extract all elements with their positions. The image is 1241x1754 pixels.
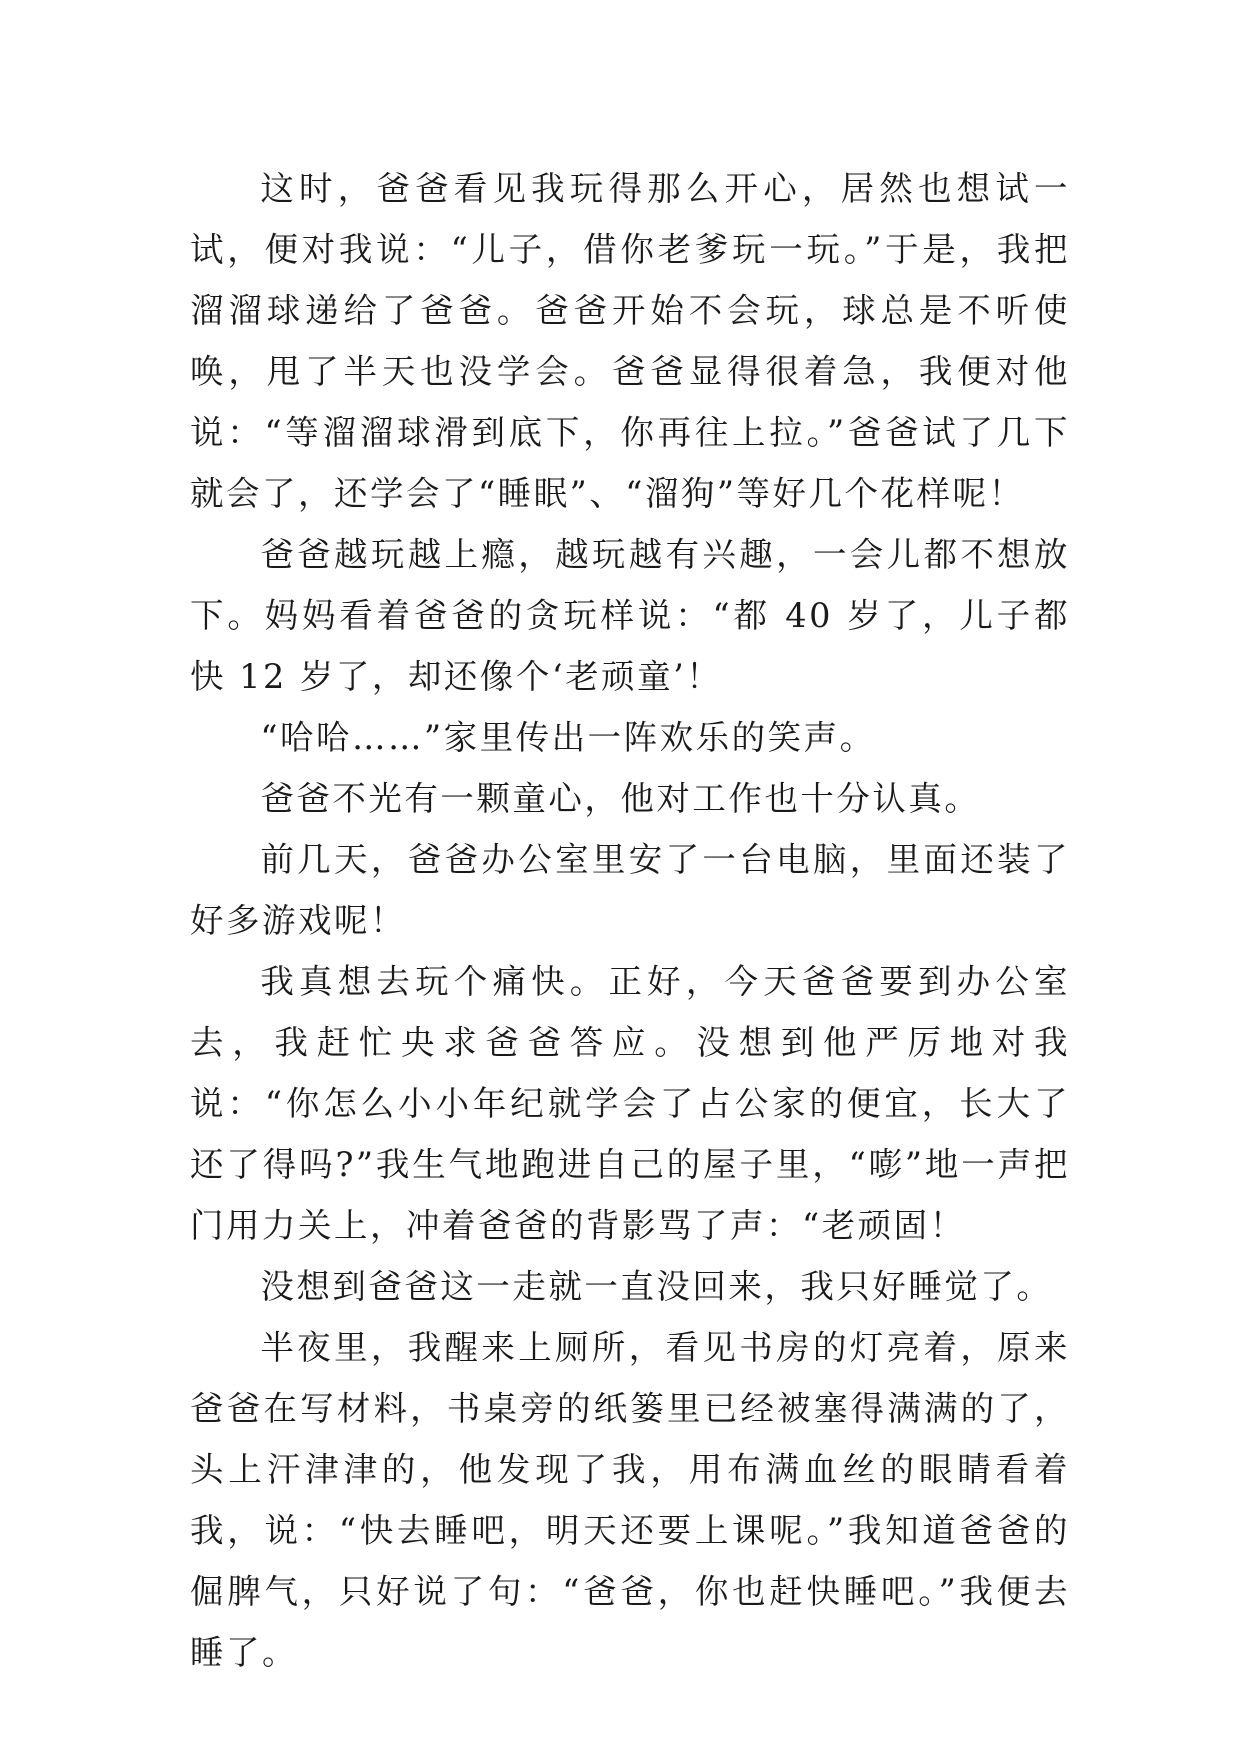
body-text bbox=[190, 158, 1070, 1683]
paragraph: 爸爸越玩越上瘾，越玩越有兴趣，一会儿都不想放下。妈妈看着爸爸的贪玩样说：“都 40 岁了，儿子都快 12 岁了，却还像个‘老顽童’！ bbox=[190, 535, 1070, 696]
paragraph: 半夜里，我醒来上厕所，看见书房的灯亮着，原来爸爸在写材料，书桌旁的纸篓里已经被塞得满满的了，头上汗津津的，他发现了我，用布满血丝的眼睛看着我，说：“快去睡吧，明天还要上课呢。”我知道爸爸的倔脾气，只好说了句：“爸爸，你也赶快睡吧。”我便去睡了。 bbox=[190, 1328, 1070, 1672]
paragraph: 这时，爸爸看见我玩得那么开心，居然也想试一试，便对我说：“儿子，借你老爹玩一玩。”于是，我把溜溜球递给了爸爸。爸爸开始不会玩，球总是不听使唤，甩了半天也没学会。爸爸显得很着急，我便对他说：“等溜溜球滑到底下，你再往上拉。”爸爸试了几下就会了，还学会了“睡眠”、“溜狗”等好几个花样呢！ bbox=[190, 169, 1070, 513]
paragraph: 前几天，爸爸办公室里安了一台电脑，里面还装了好多游戏呢！ bbox=[190, 840, 1070, 940]
paragraph: “哈哈……”家里传出一阵欢乐的笑声。 bbox=[260, 718, 876, 757]
paragraph: 我真想去玩个痛快。正好，今天爸爸要到办公室去，我赶忙央求爸爸答应。没想到他严厉地对我说：“你怎么小小年纪就学会了占公家的便宜，长大了还了得吗?”我生气地跑进自己的屋子里，“嘭”地一声把门用力关上，冲着爸爸的背影骂了声：“老顽固！ bbox=[190, 962, 1070, 1245]
paragraph: 爸爸不光有一颗童心，他对工作也十分认真。 bbox=[260, 779, 981, 818]
paragraph: 没想到爸爸这一走就一直没回来，我只好睡觉了。 bbox=[260, 1267, 1053, 1306]
